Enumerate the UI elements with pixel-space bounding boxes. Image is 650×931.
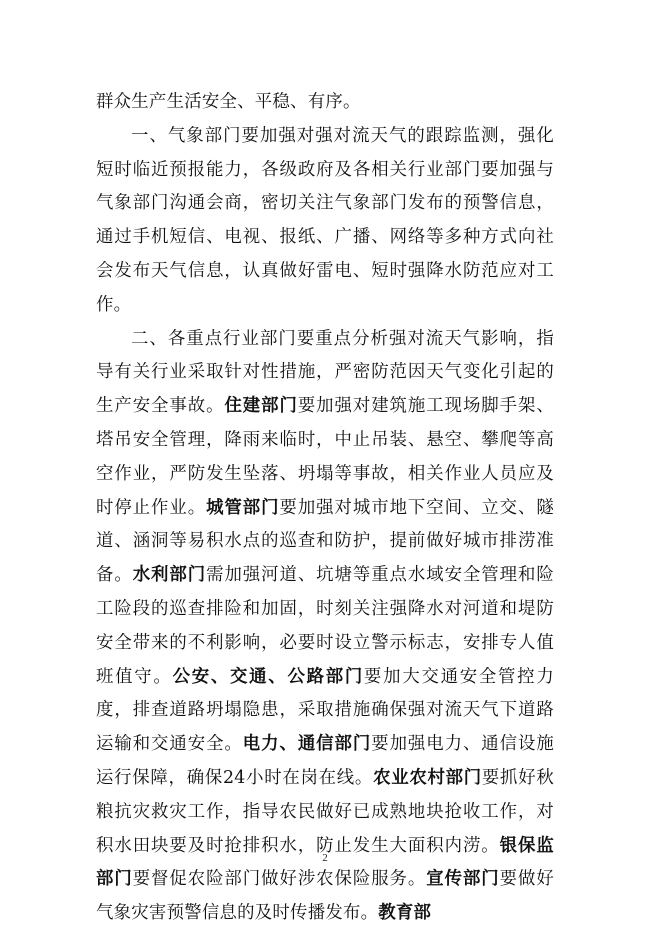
dept-housing-text: 要加强对建筑施工现场脚手架、塔吊安全管理，降雨来临时，中止吊装、悬空、攀爬等高空作业，严防发生坠落、坍塌等事故，相关作业人员应及时停止作业。 [96, 396, 554, 518]
dept-publicity: 宣传部门 [426, 869, 500, 890]
dept-water-text: 需加强河道、坑塘等重点水域安全管理和险工险段的巡查排险和加固，时刻关注强降水对河道和堤防安全带来的不利影响，必要时设立警示标志，安排专人值班值守。 [96, 565, 554, 687]
paragraph-continuation: 群众生产生活安全、平稳、有序。 [96, 92, 361, 112]
page-number: 2 [322, 852, 328, 864]
dept-transport: 公安、交通、公路部门 [172, 666, 365, 687]
paragraph-intro: 二、各重点行业部门要重点分析强对流天气影响，指导有关行业采取针对性措施，严密防范因天气变化引起的生产安全事故。 [96, 328, 554, 417]
dept-transport-text: 要加大交通安全管控力度，排查道路坍塌隐患，采取措施确保强对流天气下道路运输和交通安全。 [96, 666, 554, 755]
dept-agriculture-text: 要抓好秋粮抗灾救灾工作，指导农民做好已成熟地块抢收工作，对积水田块要及时抢排积水，防止发生大面积内涝。 [96, 767, 554, 856]
dept-urban-management-text: 要加强对城市地下空间、立交、隧道、涵洞等易积水点的巡查和防护，提前做好城市排涝准备。 [96, 497, 554, 586]
dept-publicity-text: 要做好气象灾害预警信息的及时传播发布。 [96, 869, 554, 924]
paragraph-meteorology: 一、气象部门要加强对强对流天气的跟踪监测，强化短时临近预报能力，各级政府及各相关行业部门要加强与气象部门沟通会商，密切关注气象部门发布的预警信息，通过手机短信、电视、报纸、广播、网络等多种方式向社会发布天气信息，认真做好雷电、短时强降水防范应对工作。 [96, 125, 554, 315]
dept-water: 水利部门 [132, 565, 207, 586]
dept-housing: 住建部门 [224, 396, 298, 417]
paragraph-key-industries [96, 323, 554, 931]
dept-education: 教育部 [378, 903, 432, 924]
dept-agriculture: 农业农村部门 [373, 767, 482, 788]
document-body [96, 86, 554, 931]
dept-power: 电力、通信部门 [242, 734, 372, 755]
dept-power-text: 要加强电力、通信设施运行保障，确保24小时在岗在线。 [96, 734, 554, 788]
dept-insurance: 银保监部门 [96, 835, 554, 890]
dept-insurance-text: 要督促农险部门做好涉农保险服务。 [132, 869, 427, 890]
dept-urban-management: 城管部门 [206, 497, 280, 518]
